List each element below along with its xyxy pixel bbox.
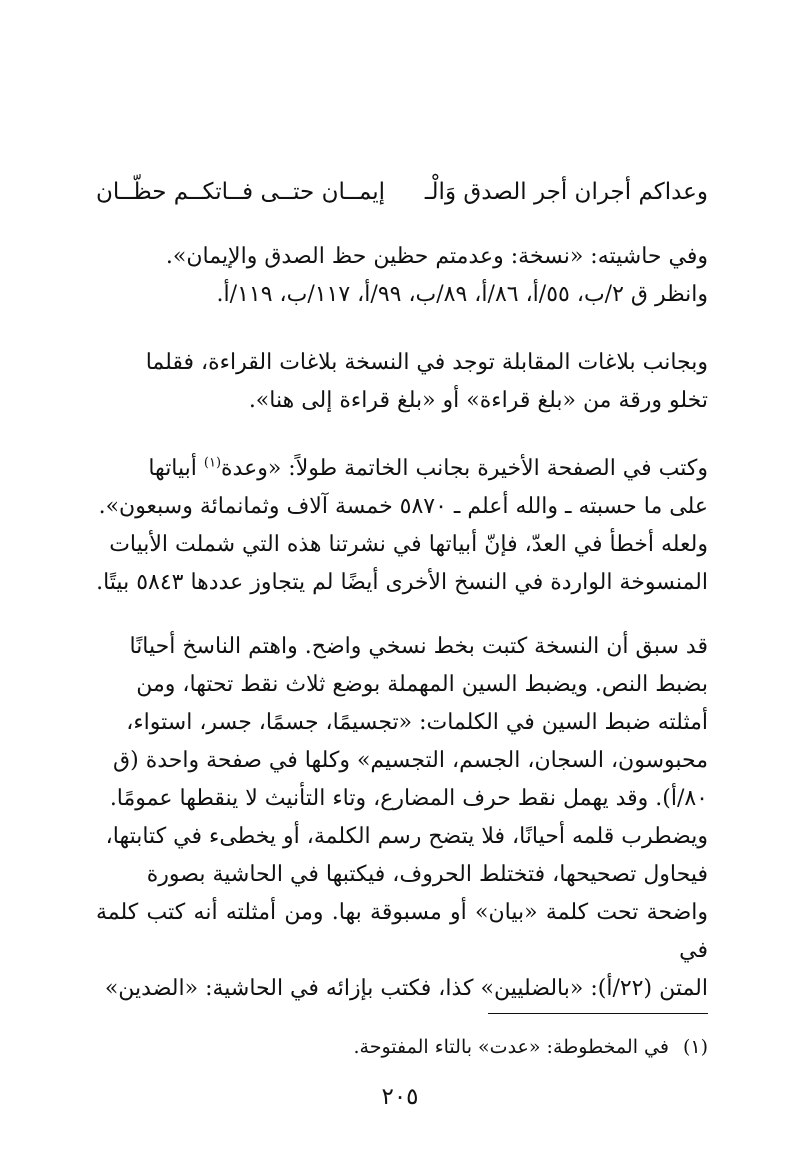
- footnote-reference: (١): [203, 455, 222, 471]
- text-line: ويضطرب قلمه أحيانًا، فلا يتضح رسم الكلمة، أو يخطىء في كتابتها،: [105, 824, 708, 849]
- text-line: المنسوخة الواردة في النسخ الأخرى أيضًا لم يتجاوز عددها ٥٨٤٣ بيتًا.: [96, 570, 708, 595]
- text-line: ٨٠/أ). وقد يهمل نقط حرف المضارع، وتاء التأنيث لا ينقطها عمومًا.: [109, 786, 708, 811]
- reading-notes-paragraph: [96, 344, 708, 420]
- text-line: ولعله أخطأ في العدّ، فإنّ أبياتها في نشرتنا هذه التي شملت الأبيات: [109, 532, 708, 557]
- text-line: المتن (٢٢/أ): «بالضليين» كذا، فكتب بإزائه في الحاشية: «الضدين»: [104, 976, 708, 1001]
- verse-count-paragraph: [96, 450, 708, 602]
- text-line: تخلو ورقة من «بلغ قراءة» أو «بلغ قراءة إلى هنا».: [248, 388, 708, 413]
- text-line: [96, 450, 708, 488]
- verse-first-hemistich: وعداكم أجران أجر الصدق وَالْـ: [424, 179, 708, 205]
- footnote-number: (١): [682, 1036, 708, 1058]
- script-description-paragraph: [96, 628, 708, 1008]
- text-line: وفي حاشيته: «نسخة: وعدمتم حظين حظ الصدق والإيمان».: [165, 244, 708, 269]
- marginal-note-paragraph: [96, 238, 708, 314]
- text-line: محبوسون، السجان، الجسم، التجسيم» وكلها في صفحة واحدة (ق: [113, 748, 708, 773]
- footnote-divider: [488, 1013, 708, 1014]
- text-line: وبجانب بلاغات المقابلة توجد في النسخة بلاغات القراءة، فقلما: [145, 350, 708, 375]
- footnote-text: في المخطوطة: «عدت» بالتاء المفتوحة.: [353, 1036, 669, 1058]
- text-line: واضحة تحت كلمة «بيان» أو مسبوقة بها. ومن أمثلته أنه كتب كلمة في: [96, 900, 708, 963]
- footnote: [96, 1031, 708, 1063]
- text-line: أمثلته ضبط السين في الكلمات: «تجسيمًا، جسمًا، جسر، استواء،: [126, 710, 708, 735]
- poetry-verse: [96, 172, 708, 212]
- text-line: فيحاول تصحيحها، فتختلط الحروف، فيكتبها في الحاشية بصورة: [146, 862, 708, 887]
- verse-second-hemistich: إيمــان حتــى فــاتكــم حظّــان: [96, 179, 386, 205]
- page-number: ٢٠٥: [381, 1084, 419, 1110]
- text-run: وكتب في الصفحة الأخيرة بجانب الخاتمة طولاً: «وعدة: [221, 456, 708, 481]
- text-line: قد سبق أن النسخة كتبت بخط نسخي واضح. واهتم الناسخ أحيانًا: [129, 634, 708, 659]
- text-line: وانظر ق ٢/ب، ٥٥/أ، ٨٦/أ، ٨٩/ب، ٩٩/أ، ١١٧/ب، ١١٩/أ.: [216, 282, 708, 307]
- text-line: على ما حسبته ـ والله أعلم ـ ٥٨٧٠ خمسة آلاف وثمانمائة وسبعون».: [98, 494, 708, 519]
- text-run: أبياتها: [148, 456, 204, 481]
- text-line: بضبط النص. ويضبط السين المهملة بوضع ثلاث نقط تحتها، ومن: [136, 672, 708, 697]
